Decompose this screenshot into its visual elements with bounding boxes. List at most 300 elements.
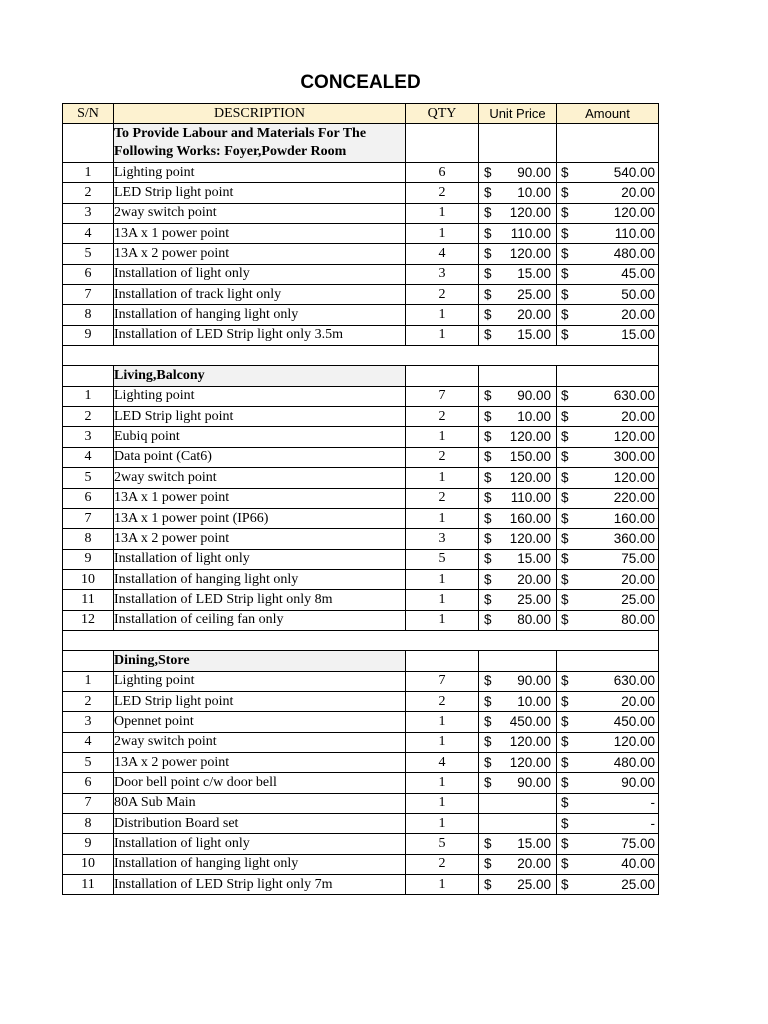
sn-cell: 4: [63, 447, 114, 467]
description-cell: Installation of track light only: [114, 285, 406, 305]
sn-cell: 1: [63, 671, 114, 691]
table-row: [63, 224, 659, 244]
amount-cell: [557, 590, 659, 610]
amount-value: 450.00: [613, 713, 655, 729]
table-row: [63, 712, 659, 732]
qty-cell: 6: [406, 163, 479, 183]
currency-symbol: $: [484, 571, 492, 587]
table-row: [63, 407, 659, 427]
amount-value: 75.00: [621, 836, 655, 852]
unit-price-value: 90.00: [517, 774, 551, 790]
sn-cell: 3: [63, 712, 114, 732]
amount-cell: [557, 264, 659, 284]
description-cell: Lighting point: [114, 671, 406, 691]
table-row: [63, 834, 659, 854]
amount-cell: [557, 549, 659, 569]
amount-value: 160.00: [613, 510, 655, 526]
description-cell: LED Strip light point: [114, 691, 406, 711]
currency-symbol: $: [561, 734, 569, 750]
unit-price-cell: [479, 407, 557, 427]
unit-price-cell: [479, 691, 557, 711]
sn-cell: 9: [63, 325, 114, 345]
unit-price-cell: [479, 834, 557, 854]
amount-cell: [557, 468, 659, 488]
spacer-row: [63, 346, 659, 366]
amount-value: 90.00: [621, 774, 655, 790]
currency-symbol: $: [484, 551, 492, 567]
sn-cell: 12: [63, 610, 114, 630]
description-cell: Installation of light only: [114, 834, 406, 854]
section-heading-row: [63, 651, 659, 671]
amount-cell: [557, 691, 659, 711]
amount-cell: [557, 671, 659, 691]
qty-cell: [406, 651, 479, 671]
table-row: [63, 590, 659, 610]
amount-cell: [557, 285, 659, 305]
sn-cell: 5: [63, 752, 114, 772]
unit-price-cell: [479, 732, 557, 752]
qty-cell: 3: [406, 264, 479, 284]
currency-symbol: $: [561, 164, 569, 180]
unit-price-value: 110.00: [510, 490, 551, 506]
currency-symbol: $: [484, 693, 492, 709]
table-row: [63, 203, 659, 223]
currency-symbol: $: [484, 856, 492, 872]
sn-cell: 7: [63, 793, 114, 813]
currency-symbol: $: [484, 246, 492, 262]
currency-symbol: $: [561, 449, 569, 465]
unit-price-cell: [479, 651, 557, 671]
section-heading: To Provide Labour and Materials For The Following Works: Foyer,Powder Room: [114, 124, 406, 163]
currency-symbol: $: [484, 429, 492, 445]
currency-symbol: $: [561, 185, 569, 201]
currency-symbol: $: [484, 673, 492, 689]
table-row: [63, 468, 659, 488]
currency-symbol: $: [484, 164, 492, 180]
sn-cell: 8: [63, 305, 114, 325]
unit-price-cell: [479, 203, 557, 223]
currency-symbol: $: [561, 551, 569, 567]
sn-cell: 8: [63, 529, 114, 549]
table-row: [63, 163, 659, 183]
amount-value: 360.00: [613, 530, 655, 546]
column-header-unit-price: Unit Price: [479, 104, 557, 124]
table-row: [63, 610, 659, 630]
qty-cell: 2: [406, 407, 479, 427]
unit-price-cell: [479, 814, 557, 834]
currency-symbol: $: [561, 327, 569, 343]
amount-value: 20.00: [621, 307, 655, 323]
table-row: [63, 244, 659, 264]
amount-value: 220.00: [613, 490, 655, 506]
qty-cell: 5: [406, 834, 479, 854]
amount-cell: [557, 386, 659, 406]
currency-symbol: $: [484, 490, 492, 506]
table-body: [63, 124, 659, 895]
description-cell: Opennet point: [114, 712, 406, 732]
qty-cell: 1: [406, 610, 479, 630]
amount-value: 20.00: [621, 408, 655, 424]
qty-cell: 1: [406, 875, 479, 895]
table-row: [63, 793, 659, 813]
sn-cell: [63, 366, 114, 386]
unit-price-cell: [479, 529, 557, 549]
table-row: [63, 854, 659, 874]
unit-price-value: 150.00: [509, 449, 551, 465]
unit-price-value: 25.00: [517, 876, 551, 892]
table-row: [63, 691, 659, 711]
section-heading: Living,Balcony: [114, 366, 406, 386]
sn-cell: 4: [63, 224, 114, 244]
unit-price-value: 120.00: [509, 246, 551, 262]
qty-cell: 1: [406, 325, 479, 345]
column-header-qty: QTY: [406, 104, 479, 124]
unit-price-cell: [479, 325, 557, 345]
amount-value: 110.00: [614, 225, 655, 241]
table-row: [63, 447, 659, 467]
currency-symbol: $: [561, 591, 569, 607]
qty-cell: 1: [406, 814, 479, 834]
currency-symbol: $: [561, 266, 569, 282]
unit-price-value: 10.00: [517, 408, 551, 424]
amount-cell: [557, 508, 659, 528]
description-cell: 13A x 2 power point: [114, 529, 406, 549]
amount-value: 120.00: [613, 205, 655, 221]
unit-price-cell: [479, 285, 557, 305]
currency-symbol: $: [561, 205, 569, 221]
section-heading: Dining,Store: [114, 651, 406, 671]
amount-cell: [557, 875, 659, 895]
table-row: [63, 285, 659, 305]
currency-symbol: $: [561, 469, 569, 485]
sn-cell: 6: [63, 488, 114, 508]
sn-cell: 10: [63, 569, 114, 589]
table-row: [63, 386, 659, 406]
unit-price-value: 20.00: [517, 307, 551, 323]
amount-cell: [557, 244, 659, 264]
sn-cell: 2: [63, 183, 114, 203]
amount-value: 20.00: [621, 693, 655, 709]
description-cell: Installation of hanging light only: [114, 854, 406, 874]
amount-cell: [557, 752, 659, 772]
description-cell: Installation of LED Strip light only 3.5m: [114, 325, 406, 345]
qty-cell: 1: [406, 508, 479, 528]
spacer-row: [63, 630, 659, 650]
unit-price-value: 15.00: [517, 836, 551, 852]
unit-price-value: 160.00: [509, 510, 551, 526]
unit-price-value: 25.00: [517, 591, 551, 607]
unit-price-cell: [479, 124, 557, 163]
currency-symbol: $: [561, 388, 569, 404]
description-cell: LED Strip light point: [114, 407, 406, 427]
table-row: [63, 752, 659, 772]
amount-cell: [557, 407, 659, 427]
description-cell: 80A Sub Main: [114, 793, 406, 813]
currency-symbol: $: [561, 713, 569, 729]
section-heading-row: [63, 366, 659, 386]
unit-price-cell: [479, 305, 557, 325]
currency-symbol: $: [561, 876, 569, 892]
currency-symbol: $: [484, 307, 492, 323]
sn-cell: 5: [63, 244, 114, 264]
amount-value: 75.00: [621, 551, 655, 567]
table-row: [63, 569, 659, 589]
unit-price-value: 15.00: [517, 551, 551, 567]
sn-cell: [63, 651, 114, 671]
qty-cell: [406, 366, 479, 386]
currency-symbol: $: [484, 449, 492, 465]
unit-price-value: 20.00: [517, 856, 551, 872]
sn-cell: 8: [63, 814, 114, 834]
description-cell: 13A x 1 power point (IP66): [114, 508, 406, 528]
currency-symbol: $: [561, 530, 569, 546]
unit-price-value: 90.00: [517, 388, 551, 404]
qty-cell: 1: [406, 793, 479, 813]
unit-price-cell: [479, 366, 557, 386]
table-row: [63, 671, 659, 691]
sn-cell: 3: [63, 427, 114, 447]
qty-cell: 4: [406, 752, 479, 772]
currency-symbol: $: [484, 774, 492, 790]
unit-price-cell: [479, 610, 557, 630]
description-cell: 13A x 1 power point: [114, 224, 406, 244]
amount-value: 45.00: [621, 266, 655, 282]
currency-symbol: $: [561, 225, 569, 241]
amount-value: 80.00: [621, 612, 655, 628]
unit-price-cell: [479, 508, 557, 528]
qty-cell: 1: [406, 773, 479, 793]
unit-price-value: 120.00: [509, 469, 551, 485]
currency-symbol: $: [484, 266, 492, 282]
unit-price-cell: [479, 793, 557, 813]
description-cell: Lighting point: [114, 163, 406, 183]
unit-price-value: 20.00: [517, 571, 551, 587]
sn-cell: 6: [63, 773, 114, 793]
table-header-row: [63, 104, 659, 124]
table-row: [63, 875, 659, 895]
qty-cell: 3: [406, 529, 479, 549]
unit-price-value: 110.00: [510, 225, 551, 241]
amount-cell: [557, 447, 659, 467]
amount-value: 120.00: [613, 734, 655, 750]
currency-symbol: $: [484, 327, 492, 343]
qty-cell: 7: [406, 671, 479, 691]
sn-cell: 5: [63, 468, 114, 488]
qty-cell: 1: [406, 305, 479, 325]
unit-price-cell: [479, 488, 557, 508]
amount-value: 120.00: [613, 429, 655, 445]
amount-value: 120.00: [613, 469, 655, 485]
unit-price-cell: [479, 549, 557, 569]
description-cell: LED Strip light point: [114, 183, 406, 203]
unit-price-cell: [479, 854, 557, 874]
sn-cell: 11: [63, 875, 114, 895]
amount-value: -: [650, 815, 655, 831]
amount-cell: [557, 529, 659, 549]
amount-cell: [557, 793, 659, 813]
table-row: [63, 183, 659, 203]
unit-price-cell: [479, 183, 557, 203]
currency-symbol: $: [561, 673, 569, 689]
currency-symbol: $: [484, 612, 492, 628]
amount-cell: [557, 203, 659, 223]
unit-price-value: 120.00: [509, 205, 551, 221]
currency-symbol: $: [484, 591, 492, 607]
qty-cell: 2: [406, 691, 479, 711]
amount-cell: [557, 366, 659, 386]
description-cell: 2way switch point: [114, 203, 406, 223]
currency-symbol: $: [561, 307, 569, 323]
description-cell: Installation of hanging light only: [114, 305, 406, 325]
amount-value: 40.00: [621, 856, 655, 872]
unit-price-value: 25.00: [517, 286, 551, 302]
currency-symbol: $: [484, 286, 492, 302]
qty-cell: 2: [406, 854, 479, 874]
qty-cell: [406, 124, 479, 163]
spacer-cell: [63, 346, 659, 366]
amount-value: 540.00: [613, 164, 655, 180]
currency-symbol: $: [561, 856, 569, 872]
amount-cell: [557, 183, 659, 203]
table-row: [63, 264, 659, 284]
sn-cell: 11: [63, 590, 114, 610]
qty-cell: 1: [406, 732, 479, 752]
unit-price-value: 120.00: [509, 754, 551, 770]
amount-cell: [557, 427, 659, 447]
table-row: [63, 814, 659, 834]
unit-price-cell: [479, 427, 557, 447]
table-row: [63, 325, 659, 345]
qty-cell: 2: [406, 447, 479, 467]
amount-cell: [557, 773, 659, 793]
sn-cell: 1: [63, 386, 114, 406]
currency-symbol: $: [561, 836, 569, 852]
currency-symbol: $: [561, 693, 569, 709]
page-title: CONCEALED: [300, 72, 421, 93]
description-cell: Door bell point c/w door bell: [114, 773, 406, 793]
unit-price-value: 15.00: [517, 327, 551, 343]
currency-symbol: $: [484, 876, 492, 892]
qty-cell: 1: [406, 569, 479, 589]
table-row: [63, 508, 659, 528]
table-row: [63, 529, 659, 549]
amount-value: 20.00: [621, 185, 655, 201]
currency-symbol: $: [561, 612, 569, 628]
sn-cell: 9: [63, 834, 114, 854]
amount-value: 20.00: [621, 571, 655, 587]
description-cell: 13A x 2 power point: [114, 752, 406, 772]
section-heading-row: [63, 124, 659, 163]
description-cell: Installation of LED Strip light only 7m: [114, 875, 406, 895]
unit-price-cell: [479, 752, 557, 772]
currency-symbol: $: [484, 205, 492, 221]
description-cell: Installation of hanging light only: [114, 569, 406, 589]
qty-cell: 4: [406, 244, 479, 264]
currency-symbol: $: [561, 429, 569, 445]
currency-symbol: $: [561, 571, 569, 587]
sn-cell: 1: [63, 163, 114, 183]
currency-symbol: $: [484, 734, 492, 750]
currency-symbol: $: [561, 286, 569, 302]
amount-value: 25.00: [621, 591, 655, 607]
amount-cell: [557, 325, 659, 345]
amount-value: 630.00: [613, 388, 655, 404]
amount-cell: [557, 814, 659, 834]
unit-price-value: 80.00: [517, 612, 551, 628]
currency-symbol: $: [484, 530, 492, 546]
qty-cell: 2: [406, 285, 479, 305]
unit-price-value: 90.00: [517, 673, 551, 689]
amount-value: 25.00: [621, 876, 655, 892]
spacer-cell: [63, 630, 659, 650]
currency-symbol: $: [484, 185, 492, 201]
description-cell: Distribution Board set: [114, 814, 406, 834]
amount-value: 300.00: [613, 449, 655, 465]
amount-value: 630.00: [613, 673, 655, 689]
table-row: [63, 732, 659, 752]
table-row: [63, 773, 659, 793]
qty-cell: 2: [406, 183, 479, 203]
currency-symbol: $: [484, 754, 492, 770]
description-cell: Data point (Cat6): [114, 447, 406, 467]
qty-cell: 1: [406, 590, 479, 610]
unit-price-cell: [479, 712, 557, 732]
qty-cell: 1: [406, 712, 479, 732]
amount-cell: [557, 854, 659, 874]
unit-price-cell: [479, 244, 557, 264]
unit-price-cell: [479, 468, 557, 488]
description-cell: 13A x 1 power point: [114, 488, 406, 508]
amount-cell: [557, 732, 659, 752]
amount-value: 50.00: [621, 286, 655, 302]
amount-cell: [557, 488, 659, 508]
qty-cell: 2: [406, 488, 479, 508]
table-row: [63, 427, 659, 447]
unit-price-value: 120.00: [509, 530, 551, 546]
currency-symbol: $: [484, 469, 492, 485]
sn-cell: [63, 124, 114, 163]
unit-price-cell: [479, 447, 557, 467]
unit-price-cell: [479, 671, 557, 691]
unit-price-value: 120.00: [509, 429, 551, 445]
amount-cell: [557, 224, 659, 244]
column-header-sn: S/N: [63, 104, 114, 124]
sn-cell: 2: [63, 691, 114, 711]
column-header-amount: Amount: [557, 104, 659, 124]
currency-symbol: $: [561, 246, 569, 262]
amount-value: 480.00: [613, 246, 655, 262]
sn-cell: 4: [63, 732, 114, 752]
description-cell: Lighting point: [114, 386, 406, 406]
currency-symbol: $: [561, 490, 569, 506]
description-cell: 13A x 2 power point: [114, 244, 406, 264]
description-cell: Installation of light only: [114, 264, 406, 284]
sn-cell: 7: [63, 285, 114, 305]
amount-cell: [557, 712, 659, 732]
sn-cell: 7: [63, 508, 114, 528]
description-cell: 2way switch point: [114, 468, 406, 488]
unit-price-cell: [479, 590, 557, 610]
currency-symbol: $: [484, 510, 492, 526]
currency-symbol: $: [561, 795, 569, 811]
sn-cell: 3: [63, 203, 114, 223]
unit-price-cell: [479, 569, 557, 589]
table-row: [63, 305, 659, 325]
amount-value: -: [650, 795, 655, 811]
column-header-description: DESCRIPTION: [114, 104, 406, 124]
currency-symbol: $: [561, 774, 569, 790]
sn-cell: 2: [63, 407, 114, 427]
